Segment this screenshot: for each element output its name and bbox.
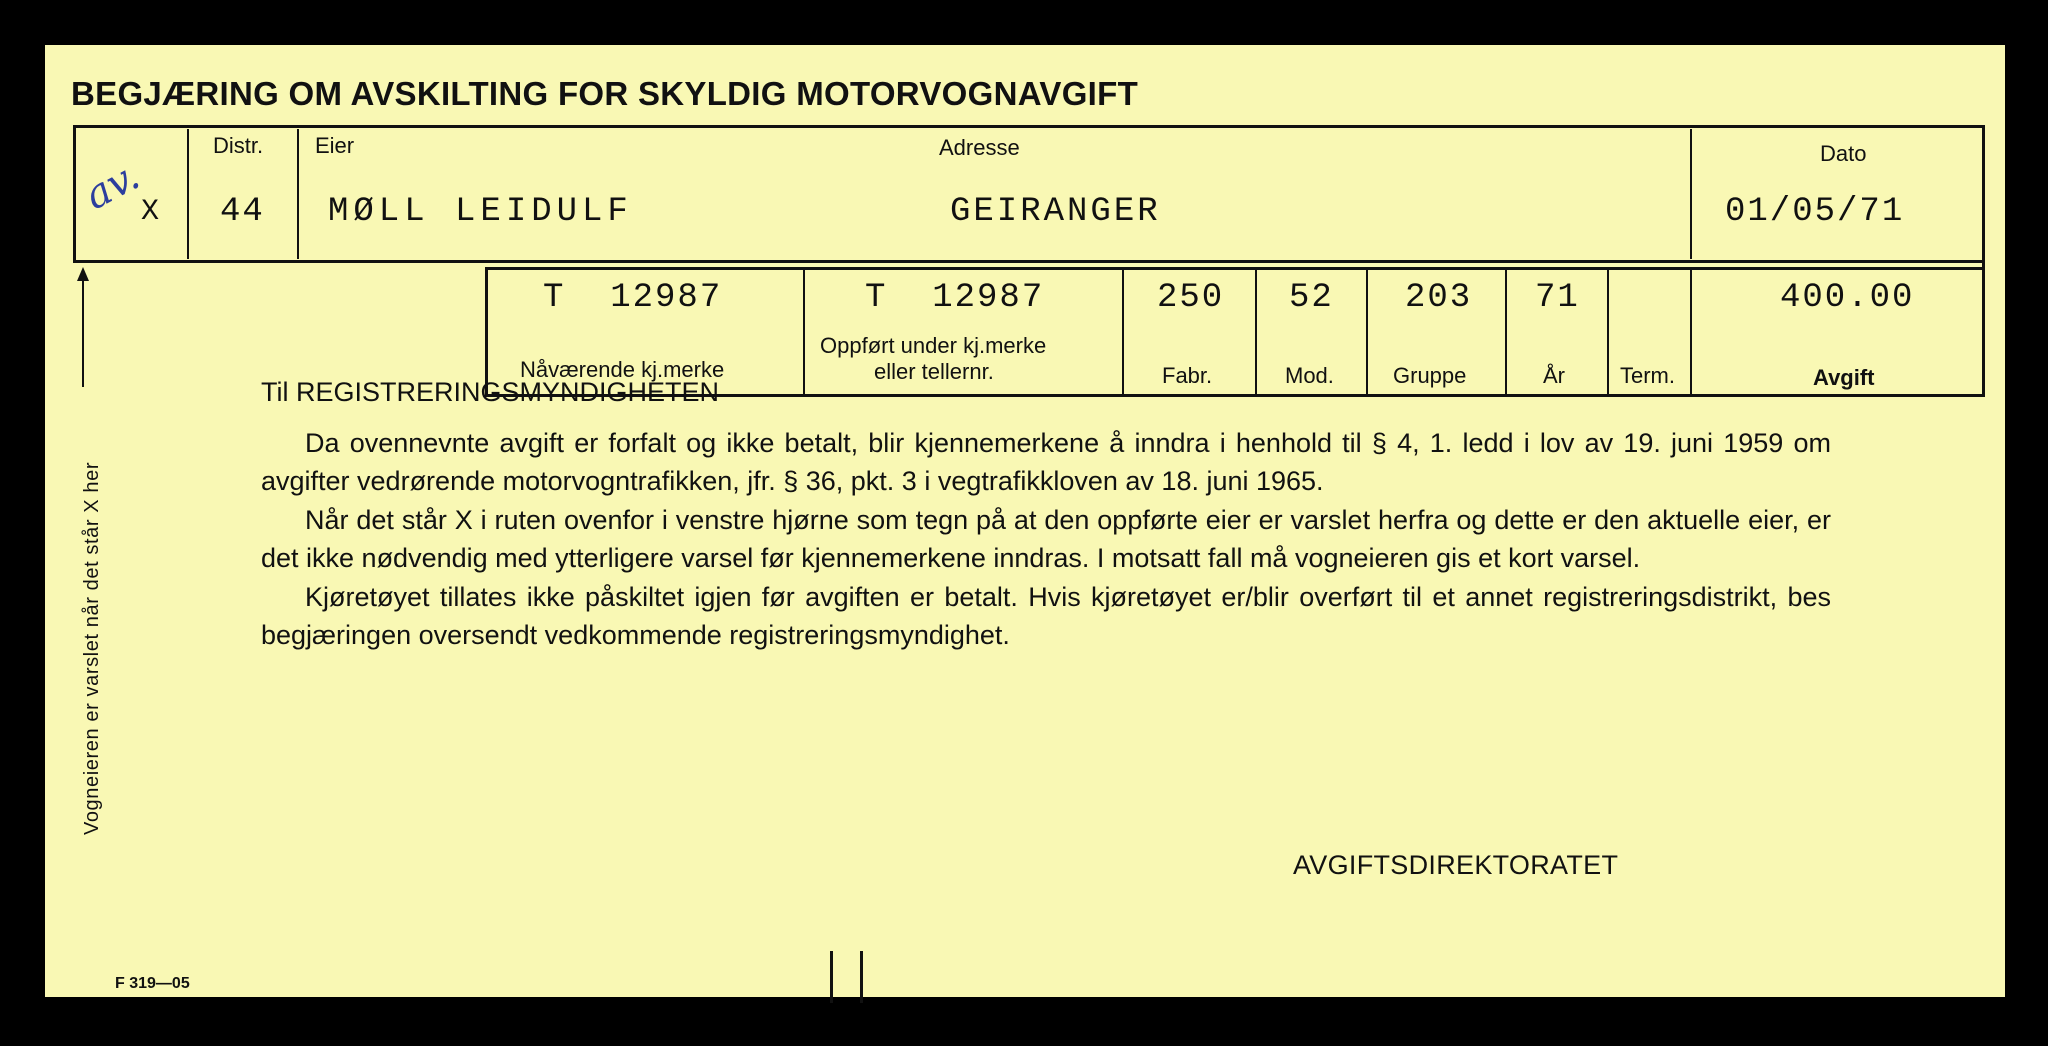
handwritten-mark: av. <box>77 152 148 220</box>
fold-mark <box>860 951 863 1003</box>
row1-divider <box>187 129 189 259</box>
row1-divider <box>297 129 299 259</box>
sidebar-note: Vogneieren er varslet når det står X her <box>81 461 103 835</box>
mod-value: 52 <box>1289 279 1334 317</box>
ar-label: År <box>1543 363 1565 388</box>
oppfort-kjmerke-value: T 12987 <box>865 279 1045 317</box>
varslet-x-value: X <box>141 195 162 229</box>
distr-value: 44 <box>220 193 265 231</box>
gruppe-label: Gruppe <box>1393 363 1467 388</box>
fold-mark <box>830 951 833 1003</box>
dato-label: Dato <box>1820 141 1867 166</box>
term-label: Term. <box>1620 363 1675 388</box>
avgift-value: 400.00 <box>1780 279 1915 317</box>
form-card <box>45 45 2005 997</box>
navaerende-kjmerke-value: T 12987 <box>543 279 723 317</box>
eier-label: Eier <box>315 133 355 158</box>
oppfort-kjmerke-label: Oppført under kj.merke <box>820 333 1047 358</box>
fabr-value: 250 <box>1157 279 1225 317</box>
avgift-label: Avgift <box>1813 365 1875 390</box>
row1-left-rule <box>73 125 76 263</box>
mod-label: Mod. <box>1285 363 1334 388</box>
eier-value: MØLL LEIDULF <box>328 193 633 231</box>
paragraph-2: Når det står X i ruten ovenfor i venstre hjørne som tegn på at den oppførte eier er varslet herfra og dette er den aktuelle eier, er det ikke nødvendig med ytterligere varsel før kjennemerkene inndras. I motsatt fall må vogneieren gis et kort varsel. <box>261 504 1831 573</box>
row2-top-rule <box>485 267 1985 270</box>
body-text <box>261 377 1831 655</box>
ar-value: 71 <box>1535 279 1580 317</box>
adresse-label: Adresse <box>939 135 1020 160</box>
form-title: BEGJÆRING OM AVSKILTING FOR SKYLDIG MOTORVOGNAVGIFT <box>71 75 1139 112</box>
row1-bottom-rule <box>73 260 1985 263</box>
paragraph-1: Da ovennevnte avgift er forfalt og ikke betalt, blir kjennemerkene å inndra i henhold til § 4, 1. ledd i lov av 19. juni 1959 om avgifter vedrørende motorvogntrafikken, jfr. § 36, pkt. 3 i vegtrafikkloven av 18. juni 1965. <box>261 427 1831 496</box>
body-heading: Til REGISTRERINGSMYNDIGHETEN <box>261 377 720 407</box>
adresse-value: GEIRANGER <box>950 193 1161 231</box>
gruppe-value: 203 <box>1405 279 1473 317</box>
row1-right-rule <box>1982 125 1985 397</box>
row1-divider <box>1690 129 1692 259</box>
up-arrow-icon <box>73 267 93 387</box>
navaerende-kjmerke-label: Nåværende kj.merke <box>520 357 725 382</box>
dato-value: 01/05/71 <box>1725 193 1905 231</box>
fabr-label: Fabr. <box>1162 363 1213 388</box>
form-code: F 319—05 <box>115 975 190 992</box>
signature: AVGIFTSDIREKTORATET <box>1293 850 1619 880</box>
oppfort-tellernr-label: eller tellernr. <box>874 359 994 384</box>
distr-label: Distr. <box>213 133 264 158</box>
paragraph-3: Kjøretøyet tillates ikke påskiltet igjen før avgiften er betalt. Hvis kjøretøyet er/blir overført til et annet registreringsdistrikt, bes begjæringen oversendt vedkommende registreringsmyndighet. <box>261 581 1831 650</box>
row1-top-rule <box>73 125 1985 128</box>
